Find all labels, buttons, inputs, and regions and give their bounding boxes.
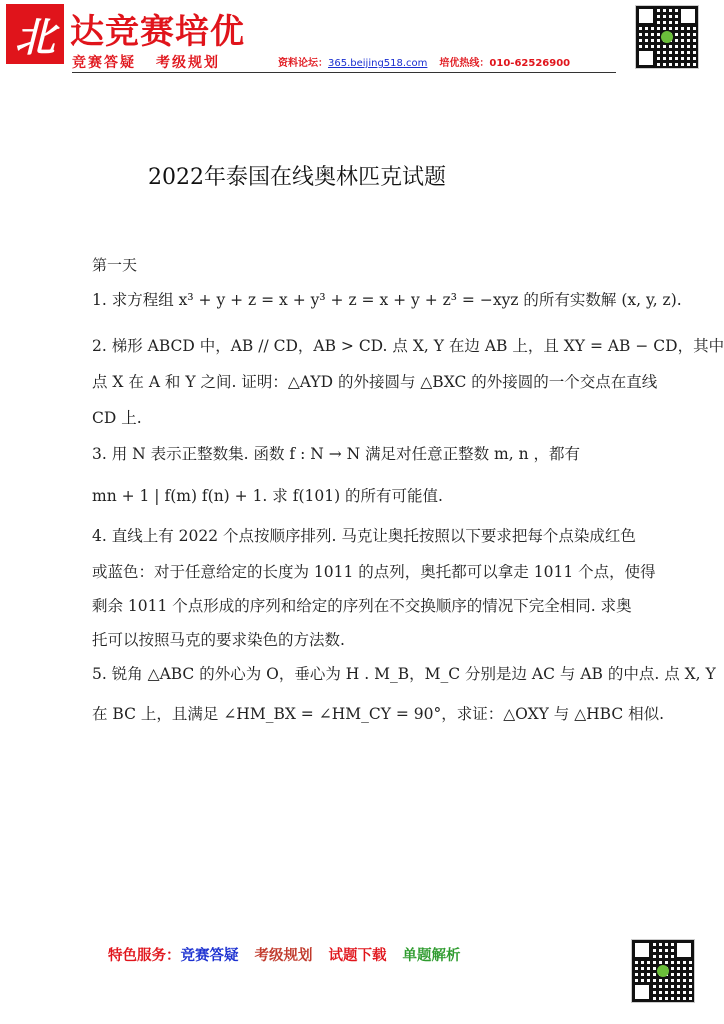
problem-2-line-2: 点 X 在 A 和 Y 之间. 证明：△AYD 的外接圆与 △BXC 的外接圆的一个交点在直线 (92, 373, 658, 391)
problem-4-line-2: 或蓝色：对于任意给定的长度为 1011 的点列，奥托都可以拿走 1011 个点，使得 (92, 563, 656, 581)
hotline-label: 培优热线： (439, 58, 490, 69)
problem-3-line-2: mn + 1 | f(m) f(n) + 1. 求 f(101) 的所有可能值. (92, 487, 443, 505)
forum-link[interactable]: 365.beijing518.com (328, 58, 428, 69)
problem-2-line-1: 2. 梯形 ABCD 中，AB // CD，AB > CD. 点 X, Y 在边 AB 上，且 XY = AB − CD，其中 (92, 337, 724, 355)
footer-service-link[interactable]: 竞赛答疑 (180, 948, 239, 964)
brand-tagline (72, 52, 220, 72)
footer-services (108, 944, 461, 965)
header-divider (72, 72, 616, 73)
tagline-item: 考级规划 (156, 55, 220, 71)
problem-5-line-1: 5. 锐角 △ABC 的外心为 O，垂心为 H . M_B，M_C 分别是边 AC 与 AB 的中点. 点 X, Y (92, 665, 716, 683)
day-label: 第一天 (92, 256, 138, 274)
footer-service-link[interactable]: 试题下载 (328, 948, 387, 964)
problem-4-line-1: 4. 直线上有 2022 个点按顺序排列. 马克让奥托按照以下要求把每个点染成红色 (92, 527, 636, 545)
contact-info (278, 54, 570, 69)
brand-logo: 北 (6, 4, 64, 64)
footer-service-link[interactable]: 考级规划 (254, 948, 313, 964)
forum-label: 资料论坛： (278, 58, 328, 69)
hotline-number: 010-62526900 (489, 58, 571, 69)
qr-code-icon (636, 6, 698, 68)
footer-service-link[interactable]: 单题解析 (402, 948, 461, 964)
problem-3-line-1: 3. 用 N 表示正整数集. 函数 f : N → N 满足对任意正整数 m, n ，都有 (92, 445, 581, 463)
qr-code-icon (632, 940, 694, 1002)
footer-label: 特色服务： (108, 948, 181, 964)
problem-4-line-3: 剩余 1011 个点形成的序列和给定的序列在不交换顺序的情况下完全相同. 求奥 (92, 597, 632, 615)
tagline-item: 竞赛答疑 (72, 55, 136, 71)
page-title: 2022年泰国在线奥林匹克试题 (148, 165, 446, 190)
problem-5-line-2: 在 BC 上，且满足 ∠HM_BX = ∠HM_CY = 90°，求证：△OXY 与 △HBC 相似. (92, 705, 665, 723)
problem-4-line-4: 托可以按照马克的要求染色的方法数. (92, 631, 345, 649)
problem-1-line-1: 1. 求方程组 x³ + y + z = x + y³ + z = x + y + z³ = −xyz 的所有实数解 (x, y, z). (92, 291, 682, 309)
problem-2-line-3: CD 上. (92, 409, 142, 427)
brand-name: 达竞赛培优 (70, 12, 245, 52)
